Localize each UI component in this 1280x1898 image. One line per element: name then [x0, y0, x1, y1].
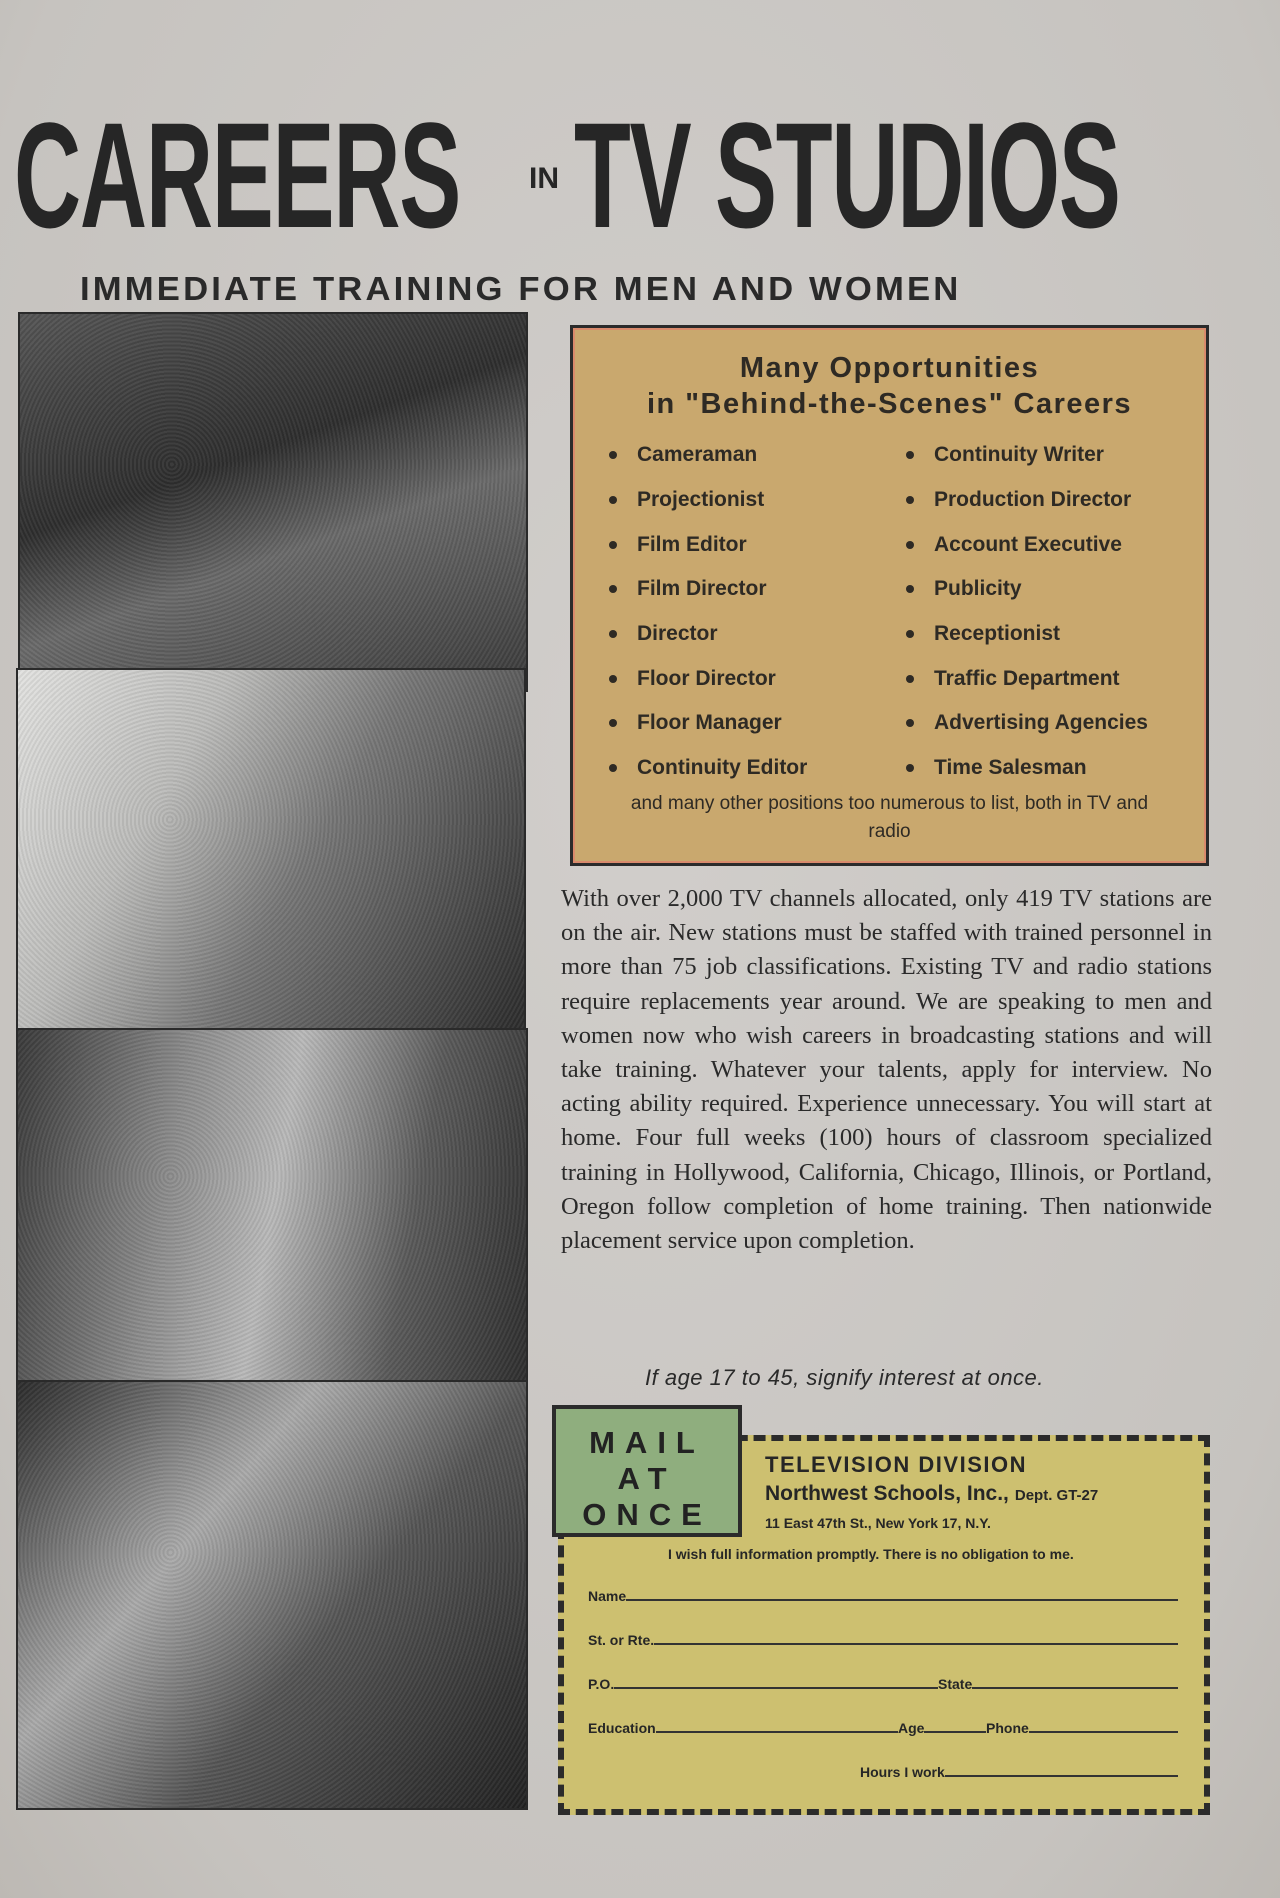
- bullet-icon: [906, 541, 914, 549]
- job-label: Floor Director: [637, 666, 776, 690]
- bullet-icon: [906, 719, 914, 727]
- job-item: [609, 567, 807, 612]
- job-item: [609, 701, 807, 746]
- education-label: Education: [588, 1720, 656, 1736]
- headline-tv-studios: TV STUDIOS: [574, 91, 1120, 259]
- bullet-icon: [609, 585, 617, 593]
- opportunities-box: [570, 325, 1209, 866]
- job-label: Account Executive: [934, 532, 1122, 556]
- job-item: [906, 567, 1148, 612]
- bullet-icon: [906, 451, 914, 459]
- po-field[interactable]: [588, 1676, 938, 1692]
- job-item: [906, 746, 1148, 791]
- stamp-line: MAIL: [589, 1425, 705, 1460]
- job-item: [609, 433, 807, 478]
- stamp-line: ONCE: [582, 1497, 712, 1532]
- phone-label: Phone: [986, 1720, 1029, 1736]
- age-label: Age: [898, 1720, 925, 1736]
- bullet-icon: [609, 764, 617, 772]
- subtitle: IMMEDIATE TRAINING FOR MEN AND WOMEN: [80, 270, 962, 307]
- body-text: With over 2,000 TV channels allocated, only 419 TV stations are on the air. New stations must be staffed with trained personnel in more than 75 job classifications. Existing TV and radio stations require replacements year around. We are speaking to men and women now who wish careers in broadcasting stations and will take training. Whatever your talents, apply for interview. No acting ability required. Experience unnecessary. You will start at home. Four full weeks (100) hours of classroom specialized training in Hollywood, California, Chicago, Illinois, or Portland, Oregon follow completion of home training. Then nationwide placement service upon completion.: [561, 885, 1212, 1255]
- stamp-line: AT: [617, 1461, 677, 1496]
- street-label: St. or Rte.: [588, 1632, 655, 1648]
- state-field[interactable]: [938, 1676, 1178, 1692]
- age-field[interactable]: [898, 1720, 986, 1736]
- box-title: [573, 350, 1206, 422]
- job-item: [609, 522, 807, 567]
- photo-broadcast-set: [16, 1028, 528, 1398]
- photo-studio-crowd: [18, 312, 528, 692]
- job-item: [906, 656, 1148, 701]
- education-field[interactable]: [588, 1720, 898, 1736]
- state-label: State: [938, 1676, 973, 1692]
- bullet-icon: [906, 496, 914, 504]
- job-label: Traffic Department: [934, 666, 1120, 690]
- bullet-icon: [609, 630, 617, 638]
- job-label: Film Director: [637, 577, 767, 601]
- job-label: Publicity: [934, 577, 1022, 601]
- coupon-disclaimer: I wish full information promptly. There is no obligation to me.: [668, 1546, 1074, 1562]
- job-item: [906, 701, 1148, 746]
- job-label: Cameraman: [637, 443, 758, 467]
- job-label: Continuity Writer: [934, 443, 1104, 467]
- bullet-icon: [609, 496, 617, 504]
- job-item: [906, 433, 1148, 478]
- box-title-line1: Many Opportunities: [739, 352, 1040, 384]
- headline-careers: CAREERS: [14, 91, 461, 259]
- bullet-icon: [609, 451, 617, 459]
- org-name: Northwest Schools, Inc.,: [765, 1482, 1009, 1505]
- job-item: [609, 656, 807, 701]
- hours-field[interactable]: [860, 1764, 1178, 1780]
- job-item: [609, 746, 807, 791]
- coupon-org: [765, 1482, 1098, 1506]
- job-label: Time Salesman: [934, 756, 1087, 780]
- bullet-icon: [609, 719, 617, 727]
- job-label: Production Director: [934, 488, 1132, 512]
- job-item: [906, 612, 1148, 657]
- job-item: [609, 612, 807, 657]
- bullet-icon: [906, 764, 914, 772]
- job-label: Film Editor: [637, 532, 747, 556]
- dept-code: Dept. GT-27: [1014, 1487, 1099, 1504]
- box-title-line2: in "Behind-the-Scenes" Careers: [646, 388, 1133, 420]
- job-item: [906, 478, 1148, 523]
- job-label: Projectionist: [637, 488, 765, 512]
- job-label: Advertising Agencies: [934, 711, 1148, 735]
- photo-projectionist: [16, 1380, 528, 1810]
- bullet-icon: [609, 541, 617, 549]
- jobs-left: [609, 433, 807, 791]
- headline-in: IN: [529, 162, 559, 195]
- headline: [14, 91, 1224, 259]
- photo-control-room: [16, 668, 526, 1046]
- street-field[interactable]: [588, 1632, 1178, 1648]
- bullet-icon: [906, 630, 914, 638]
- jobs-right: [906, 433, 1148, 791]
- hours-label: Hours I work: [860, 1764, 945, 1780]
- bullet-icon: [609, 675, 617, 683]
- job-label: Floor Manager: [637, 711, 782, 735]
- job-item: [906, 522, 1148, 567]
- age-callout: If age 17 to 45, signify interest at once.: [645, 1365, 1044, 1390]
- box-note: and many other positions too numerous to list, both in TV and radio: [630, 793, 1149, 842]
- mail-at-once-stamp: [552, 1405, 742, 1537]
- job-label: Continuity Editor: [637, 756, 808, 780]
- job-item: [609, 478, 807, 523]
- coupon-title: TELEVISION DIVISION: [765, 1452, 1027, 1477]
- coupon-address: 11 East 47th St., New York 17, N.Y.: [765, 1515, 991, 1531]
- phone-field[interactable]: [986, 1720, 1178, 1736]
- job-label: Receptionist: [934, 622, 1061, 646]
- name-field[interactable]: [588, 1588, 1178, 1604]
- name-label: Name: [588, 1588, 627, 1604]
- bullet-icon: [906, 585, 914, 593]
- job-label: Director: [637, 622, 718, 646]
- po-label: P.O.: [588, 1676, 615, 1692]
- bullet-icon: [906, 675, 914, 683]
